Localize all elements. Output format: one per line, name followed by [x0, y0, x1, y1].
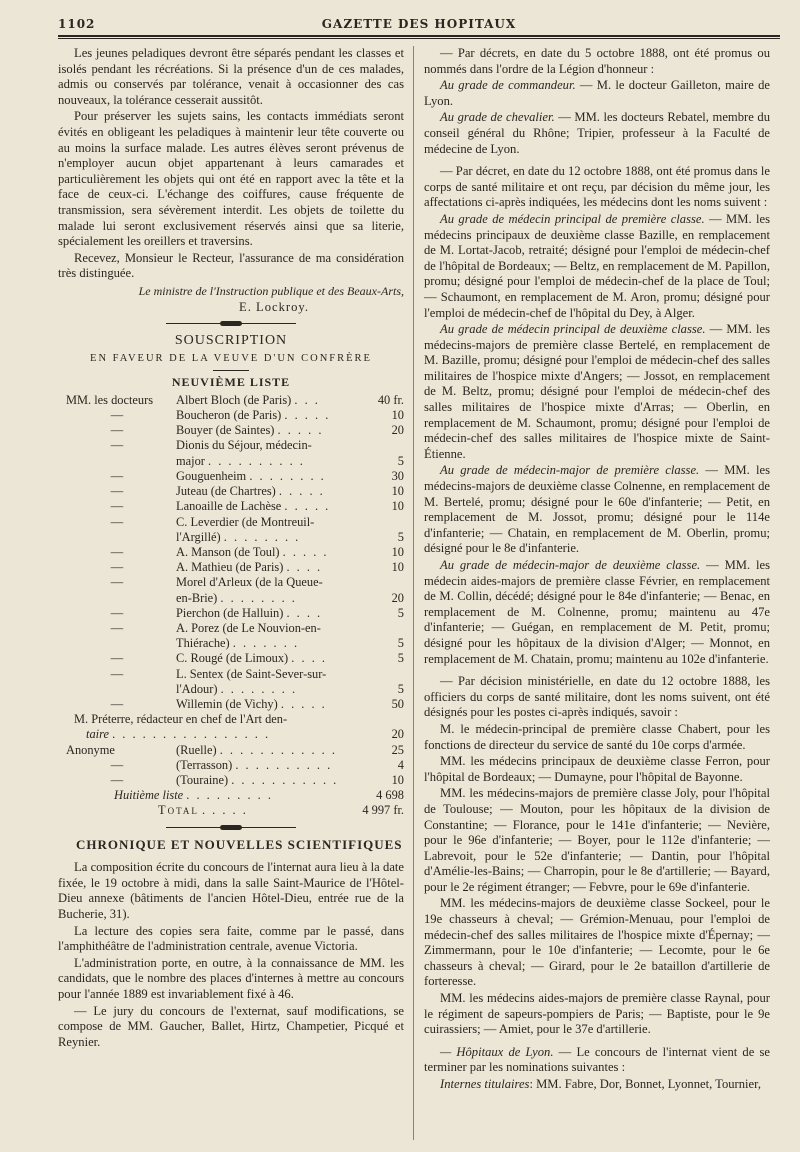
subscriber-name: Boucheron (de Paris)	[176, 408, 282, 423]
row-prefix	[58, 636, 176, 651]
amount: 4 698	[376, 788, 404, 803]
row-name-cell	[176, 621, 362, 636]
table-row	[58, 606, 404, 621]
leader-dots: . . . . .	[201, 803, 248, 818]
table-row	[58, 697, 404, 712]
table-row	[58, 788, 404, 803]
row-name-cell	[176, 743, 362, 758]
paragraph: MM. les médecins-majors de deuxième classe Sockeel, pour le 19e chasseurs à cheval; — Grémion-Menuau, pour l'emploi de médecin-chef des salles militaires de l'hospice mixte d'Épernay; — Zimmermann, pour le 10e d'infanterie; — Lecomte, pour le 6e chasseurs à cheval; — Girard, pour le 2e bataillon d'artillerie de forteresse.	[424, 896, 770, 989]
amount: 50	[391, 696, 404, 711]
leader-dots: . . . . .	[277, 423, 324, 438]
subscriber-name: l'Adour)	[176, 681, 218, 696]
row-name-cell	[176, 408, 362, 423]
paragraph-text: — MM. les médecins-majors de deuxième classe Colnenne, en remplacement de M. Bertelé, promu; désigné pour le 60e d'infanterie; — Petit, en remplacement de M. Jossot, promu; désigné pour le 114e d'infanterie; — Chatain, en remplacement de M. Oberlin, promu; désigné pour le 8e d'infanterie.	[424, 463, 770, 556]
paragraph: Les jeunes peladiques devront être séparés pendant les classes et isolés pendant les récréations. Si la présence d'un de ces malades, admis ou conservés par tolérance, venait à occasionner des cas nouveaux, la tolérance cesserait aussitôt.	[58, 46, 404, 107]
table-row	[58, 712, 404, 727]
section-label: — Hôpitaux de Lyon.	[440, 1044, 554, 1059]
row-name-cell	[176, 636, 362, 651]
paragraph-text: — MM. les médecin aides-majors de première classe Février, en remplacement de M. Collin, décédé; désigné pour le 84e d'infanterie; — Benac, en remplacement de M. Colnenne, promu; maintenu au 47e d'infanterie; — Guégan, en remplacement de M. Petit, promu; désigné pour les hôpitaux de la division d'Alger; — Monnot, en remplacement de M. Chatain, promu; maintenu au 102e d'infanterie.	[424, 558, 770, 666]
row-prefix: —	[110, 696, 124, 711]
row-prefix: —	[110, 651, 124, 666]
amount: 10	[391, 408, 404, 423]
paragraph: MM. les médecins aides-majors de première classe Raynal, pour le régiment de sapeurs-pompiers de Paris; — Baptiste, pour le 9e cuirassiers; — Amiet, pour le 37e d'artillerie.	[424, 991, 770, 1037]
amount: 40 fr.	[377, 392, 404, 407]
row-prefix: —	[110, 544, 124, 559]
preterre-name: taire	[86, 727, 109, 742]
row-name-cell	[176, 499, 362, 514]
leader-dots: . . . . .	[282, 544, 329, 559]
table-row	[58, 408, 404, 423]
row-prefix: —	[110, 560, 124, 575]
table-row	[58, 591, 404, 606]
row-name-cell	[176, 682, 362, 697]
total-label: Total	[158, 803, 199, 818]
subscriber-name: Dionis du Séjour, médecin-	[176, 438, 312, 453]
paragraph: — Par décrets, en date du 5 octobre 1888, ont été promus ou nommés dans l'ordre de la Légion d'honneur :	[424, 46, 770, 76]
subscriber-name: (Touraine)	[176, 772, 229, 787]
amount: 10	[391, 484, 404, 499]
table-row	[58, 438, 404, 453]
leader-dots: . . .	[294, 392, 320, 407]
table-row	[58, 530, 404, 545]
paragraph: M. le médecin-principal de première classe Chabert, pour les fonctions de directeur du service de santé du 10e corps d'armée.	[424, 721, 770, 752]
paragraph: MM. les médecins principaux de deuxième classe Ferron, pour l'hôpital de Bordeaux; — Dumayne, pour l'hôpital de Bayonne.	[424, 754, 770, 784]
table-row	[58, 575, 404, 590]
paragraph	[424, 78, 770, 109]
amount: 5	[397, 453, 404, 468]
list-title: NEUVIÈME LISTE	[171, 375, 291, 390]
row-name-cell	[176, 484, 362, 499]
table-row	[58, 682, 404, 697]
amount	[362, 667, 404, 682]
short-rule	[213, 370, 249, 371]
ornamental-separator	[166, 321, 296, 327]
table-row	[58, 727, 404, 742]
table-row	[58, 636, 404, 651]
row-prefix: —	[110, 484, 124, 499]
row-prefix: —	[110, 605, 124, 620]
row-name-cell	[176, 438, 362, 453]
leader-dots: . . . . . . . . . . . . . . . .	[112, 727, 271, 742]
subscription-table	[58, 393, 404, 819]
subscription-title: SOUSCRIPTION	[174, 333, 288, 349]
amount: 10	[391, 544, 404, 559]
table-row	[58, 515, 404, 530]
subscriber-name: l'Argillé)	[176, 529, 221, 544]
row-name-cell	[176, 393, 362, 408]
left-column	[58, 46, 404, 1051]
row-name-cell	[176, 606, 362, 621]
row-prefix: —	[110, 772, 124, 787]
leader-dots: . . . . . . . .	[220, 681, 298, 696]
subscriber-name: C. Rougé (de Limoux)	[176, 651, 289, 666]
paragraph	[424, 110, 770, 157]
paragraph: Pour préserver les sujets sains, les contacts immédiats seront évités en obligeant les peladiques à maintenir leur tête couverte ou au moins la surface malade. Les autres élèves seront prévenus de n'employer aucun objet appartenant à leurs camarades et particulièrement les objets qui ont été en rapport avec la tête et la face de ceux-ci. L'échange des coiffures, cause fréquente de transmission, sera sévèrement interdit. Les objets de toilette du malade lui seront exclusivement réservés ainsi que sa literie, spécialement les oreillers et traversins.	[58, 109, 404, 249]
row-prefix	[58, 530, 176, 545]
table-row	[58, 499, 404, 514]
column-divider	[413, 46, 414, 1140]
amount	[362, 515, 404, 530]
leader-dots: . . . . .	[280, 696, 327, 711]
paragraph-text: — MM. les médecins principaux de deuxième classe Bazille, en remplacement de M. Lortat-Jacob, retraité; désigné pour l'emploi de médecin-chef de l'hôpital de Bordeaux; — Beltz, en remplacement de M. Papillon, promu; désigné pour l'emploi de médecin-chef de la place de Toul; — Schaumont, en remplacement de M. Aron, promu; désigné pour l'emploi de médecin-chef de l'hôpital du Dey, à Alger.	[424, 211, 770, 320]
row-name-cell	[176, 469, 362, 484]
amount: 20	[391, 727, 404, 742]
subscriber-name: en-Brie)	[176, 590, 218, 605]
subscriber-name: Juteau (de Chartres)	[176, 484, 276, 499]
row-name-cell	[176, 773, 362, 788]
leader-dots: . . . . .	[284, 408, 331, 423]
paragraph	[424, 463, 770, 557]
amount: 5	[397, 529, 404, 544]
row-prefix: Anonyme	[66, 742, 115, 757]
leader-dots: . . . . . . . .	[223, 529, 301, 544]
row-prefix	[58, 454, 176, 469]
total-amount: 4 997 fr.	[362, 803, 404, 818]
paragraph	[424, 1077, 770, 1093]
journal-title: GAZETTE DES HOPITAUX	[321, 17, 517, 31]
right-column	[424, 46, 770, 1094]
previous-list-label: Huitième liste	[114, 788, 184, 803]
subscriber-name: Albert Bloch (de Paris)	[176, 392, 292, 407]
leader-dots: . . . . .	[278, 484, 325, 499]
subscriber-name: (Terrasson)	[176, 757, 233, 772]
row-prefix: —	[110, 575, 124, 590]
subscriber-name: Thiérache)	[176, 636, 230, 651]
subscriber-name: A. Mathieu (de Paris)	[176, 560, 284, 575]
amount: 10	[391, 560, 404, 575]
row-name-cell	[176, 651, 362, 666]
preterre-line: M. Préterre, rédacteur en chef de l'Art den-	[74, 712, 288, 727]
header-rule	[58, 35, 780, 39]
paragraph-text: — M. le docteur Gailleton, maire de Lyon.	[424, 78, 770, 108]
leader-dots: . . . . . . . . . . .	[231, 772, 339, 787]
table-row	[58, 393, 404, 408]
row-prefix	[58, 682, 176, 697]
table-row	[58, 454, 404, 469]
subscriber-name: L. Sentex (de Saint-Sever-sur-	[176, 666, 327, 681]
row-prefix: —	[110, 468, 124, 483]
table-row	[58, 621, 404, 636]
paragraph: Recevez, Monsieur le Recteur, l'assurance de ma considération très distinguée.	[58, 250, 404, 281]
ornamental-separator	[166, 825, 296, 831]
leader-dots: . . . . . . . . . . . .	[219, 742, 337, 757]
section-label: Internes titulaires	[440, 1077, 530, 1091]
leader-dots: . . . . . . . .	[220, 590, 297, 605]
row-prefix: —	[110, 514, 124, 529]
paragraph	[424, 558, 770, 667]
table-row	[58, 560, 404, 575]
amount: 5	[397, 636, 404, 651]
row-prefix: —	[110, 423, 124, 438]
amount: 20	[391, 590, 404, 605]
row-prefix: —	[110, 408, 124, 423]
row-name-cell	[176, 454, 362, 469]
amount	[362, 438, 404, 453]
subscriber-name: C. Leverdier (de Montreuil-	[176, 514, 315, 529]
row-name-cell	[176, 697, 362, 712]
table-row	[58, 667, 404, 682]
leader-dots: . . . . . . . . . .	[235, 757, 333, 772]
table-row	[58, 651, 404, 666]
paragraph-text: : MM. Fabre, Dor, Bonnet, Lyonnet, Tournier,	[529, 1077, 761, 1091]
paragraph: — Le jury du concours de l'externat, sauf modifications, se compose de MM. Gaucher, Ballet, Hirtz, Champetier, Picqué et Reynier.	[58, 1003, 404, 1049]
subscriber-name: Lanoaille de Lachèse	[176, 499, 282, 514]
row-name-cell	[176, 530, 362, 545]
row-prefix: —	[110, 757, 124, 772]
table-row	[58, 545, 404, 560]
amount: 25	[391, 742, 404, 757]
amount: 5	[397, 651, 404, 666]
paragraph-text: — MM. les docteurs Rebatel, membre du conseil général du Rhône; Tripier, professeur à la Faculté de médecine de Lyon.	[424, 110, 770, 156]
paragraph	[424, 212, 770, 321]
row-prefix: —	[110, 438, 124, 453]
row-name-cell	[176, 575, 362, 590]
paragraph	[424, 1045, 770, 1076]
subscriber-name: (Ruelle)	[176, 742, 217, 757]
leader-dots: . . . . . . . . . .	[208, 453, 305, 468]
paragraph: — Par décret, en date du 12 octobre 1888, ont été promus dans le corps de santé militaire et ont reçu, par décision du même jour, les affectations ci-après indiquées, les médecins dont les noms suivent :	[424, 164, 770, 210]
subscriber-name: A. Manson (de Toul)	[176, 544, 280, 559]
grade-label: Au grade de médecin-major de deuxième classe.	[440, 558, 701, 572]
grade-label: Au grade de commandeur.	[440, 78, 576, 93]
subscriber-name: Willemin (de Vichy)	[176, 696, 278, 711]
paragraph: MM. les médecins-majors de première classe Joly, pour l'hôpital de Toulouse; — Mouton, pour les hôpitaux de la division de Constantine; — Florance, pour le 141e d'infanterie; — Nevière, pour le 96e d'infanterie; — Boyer, pour le 112e d'infanterie; — Labrevoit, pour le 52e d'infanterie; — Dantin, pour l'hôpital d'Amélie-les-Bains; — Charropin, pour le 8e d'artillerie; — Bayard, pour le 2e régiment étranger; — Febvre, pour le 69e d'infanterie.	[424, 786, 770, 894]
subscriber-name: Morel d'Arleux (de la Queue-	[176, 575, 323, 590]
amount: 10	[391, 772, 404, 787]
table-row	[58, 484, 404, 499]
row-prefix	[58, 591, 176, 606]
signature-title: Le ministre de l'Instruction publique et des Beaux-Arts,	[138, 283, 404, 298]
amount: 5	[397, 605, 404, 620]
row-name-cell	[176, 758, 362, 773]
subscriber-name: Pierchon (de Halluin)	[176, 605, 284, 620]
paragraph: — Par décision ministérielle, en date du 12 octobre 1888, les officiers du corps de santé militaire, dont les noms suivent, ont été désignés pour les postes ci-après indiqués, savoir :	[424, 674, 770, 720]
row-prefix: —	[110, 620, 124, 635]
grade-label: Au grade de médecin principal de première classe.	[440, 211, 705, 226]
leader-dots: . . . . . . .	[232, 636, 300, 651]
table-row	[58, 743, 404, 758]
leader-dots: . . . .	[286, 560, 323, 575]
amount	[362, 575, 404, 590]
amount: 5	[397, 681, 404, 696]
leader-dots: . . . . . . . .	[249, 468, 326, 483]
amount: 4	[397, 757, 404, 772]
subscriber-name: major	[176, 453, 205, 468]
subscriber-name: Bouyer (de Saintes)	[176, 423, 275, 438]
amount: 20	[391, 423, 404, 438]
amount: 30	[391, 468, 404, 483]
amount	[362, 621, 404, 636]
table-row	[58, 469, 404, 484]
row-prefix: —	[110, 499, 124, 514]
row-prefix: MM. les docteurs	[66, 392, 154, 407]
grade-label: Au grade de chevalier.	[440, 110, 555, 125]
row-name-cell	[176, 667, 362, 682]
leader-dots: . . . .	[291, 651, 327, 666]
total-row	[58, 803, 404, 818]
paragraph: La composition écrite du concours de l'internat aura lieu à la date fixée, le 19 octobre à midi, dans la salle Saint-Maurice de l'Hôtel-Dieu annexe (bâtiments de l'ancien Hôtel-Dieu, entrée rue de la Bucherie, 31).	[58, 860, 404, 921]
page-number: 1102	[58, 17, 96, 31]
amount: 10	[391, 499, 404, 514]
signature-name: E. Lockroy.	[239, 299, 309, 314]
paragraph: L'administration porte, en outre, à la connaissance de MM. les candidats, que le nombre des places d'internes à mettre au concours pour l'année 1889 est invariablement fixé à 46.	[58, 955, 404, 1001]
leader-dots: . . . .	[286, 605, 323, 620]
chronique-title: CHRONIQUE ET NOUVELLES SCIENTIFIQUES	[76, 836, 403, 852]
subscriber-name: Gouguenheim	[176, 468, 247, 483]
grade-label: Au grade de médecin-major de première classe.	[440, 463, 700, 478]
leader-dots: . . . . .	[284, 499, 331, 514]
subscriber-name: A. Porez (de Le Nouvion-en-	[176, 620, 321, 635]
paragraph-text: — Le concours de l'internat vient de se terminer par les nominations suivantes :	[424, 1044, 770, 1075]
leader-dots: . . . . . . . . .	[186, 788, 273, 803]
row-name-cell	[176, 515, 362, 530]
paragraph-text: — MM. les médecins-majors de première classe Bertelé, en remplacement de M. Bazille, promu; désigné pour l'emploi de médecin-chef des salles militaires de l'hospice mixte d'Angers; — Jossot, en remplacement de M. Beltz, promu; désigné pour l'emploi de médecin-chef des salles militaires de l'hospice mixte d'Arras; — Oberlin, en remplacement de M. Schaumont, promu; désigné pour l'emploi de médecin-chef des salles militaires de l'hospice mixte de Saint-Étienne.	[424, 322, 770, 461]
table-row	[58, 758, 404, 773]
row-name-cell	[176, 545, 362, 560]
table-row	[58, 773, 404, 788]
row-name-cell	[176, 560, 362, 575]
paragraph	[424, 322, 770, 462]
table-row	[58, 423, 404, 438]
grade-label: Au grade de médecin principal de deuxième classe.	[440, 322, 706, 337]
row-prefix: —	[110, 666, 124, 681]
row-name-cell	[176, 423, 362, 438]
subscription-subtitle: EN FAVEUR DE LA VEUVE D'UN CONFRÈRE	[90, 352, 372, 364]
paragraph: La lecture des copies sera faite, comme par le passé, dans l'amphithéâtre de l'administration centrale, avenue Victoria.	[58, 923, 404, 954]
row-name-cell	[176, 591, 362, 606]
page-header	[58, 14, 780, 34]
